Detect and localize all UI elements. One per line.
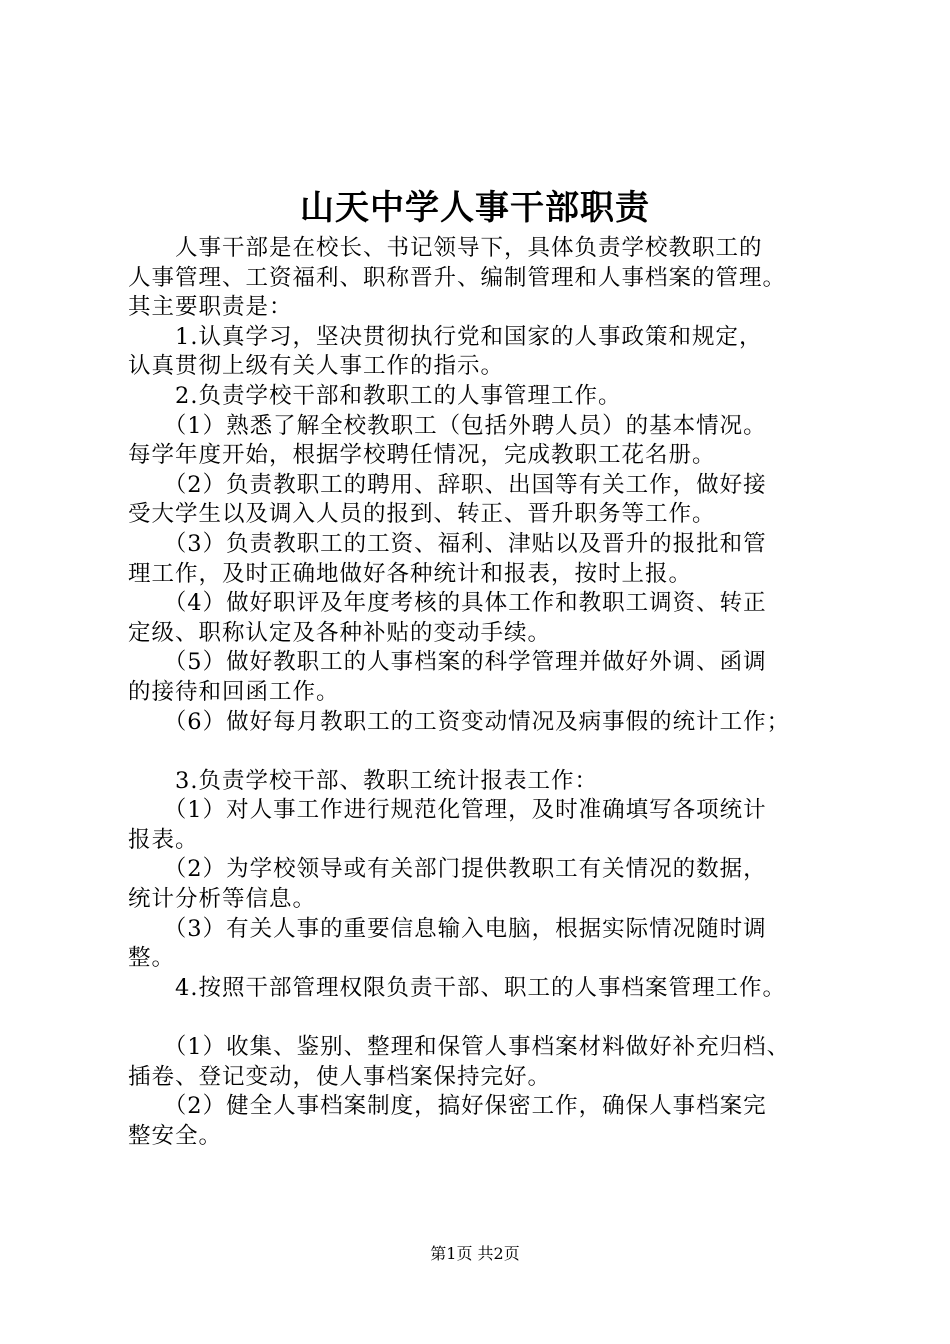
body-line: 人事管理、工资福利、职称晋升、编制管理和人事档案的管理。	[128, 264, 787, 291]
body-line: （4）做好职评及年度考核的具体工作和教职工调资、转正	[128, 590, 767, 617]
body-line: 报表。	[128, 826, 199, 853]
body-line: （5）做好教职工的人事档案的科学管理并做好外调、函调	[128, 649, 767, 676]
body-line: 插卷、登记变动，使人事档案保持完好。	[128, 1063, 552, 1090]
body-line: 人事干部是在校长、书记领导下，具体负责学校教职工的	[128, 235, 763, 261]
body-line: 的接待和回函工作。	[128, 678, 340, 705]
body-line: 4.按照干部管理权限负责干部、职工的人事档案管理工作。	[128, 974, 786, 1001]
body-line: （2）健全人事档案制度，搞好保密工作，确保人事档案完	[128, 1093, 767, 1120]
body-line: （2）负责教职工的聘用、辞职、出国等有关工作，做好接	[128, 471, 767, 498]
body-line: 整。	[128, 945, 176, 972]
body-line: 理工作，及时正确地做好各种统计和报表，按时上报。	[128, 560, 693, 587]
body-line: 认真贯彻上级有关人事工作的指示。	[128, 353, 505, 380]
body-line: （1）对人事工作进行规范化管理，及时准确填写各项统计	[128, 797, 767, 824]
body-line: （1）收集、鉴别、整理和保管人事档案材料做好补充归档、	[128, 1034, 791, 1061]
blank-line	[128, 1003, 840, 1033]
body-line: （3）负责教职工的工资、福利、津贴以及晋升的报批和管	[128, 530, 767, 557]
body-line: 受大学生以及调入人员的报到、转正、晋升职务等工作。	[128, 501, 716, 528]
body-line: （6）做好每月教职工的工资变动情况及病事假的统计工作；	[128, 708, 791, 735]
body-line: 3.负责学校干部、教职工统计报表工作：	[128, 767, 598, 794]
body-line: 每学年度开始，根据学校聘任情况，完成教职工花名册。	[128, 442, 716, 469]
document-title: 山天中学人事干部职责	[300, 188, 650, 228]
page-number-footer: 第1页 共2页	[430, 1244, 520, 1263]
body-line: （2）为学校领导或有关部门提供教职工有关情况的数据，	[128, 856, 767, 883]
body-line: 统计分析等信息。	[128, 886, 317, 913]
body-line: 其主要职责是：	[128, 294, 293, 321]
body-line: 1.认真学习，坚决贯彻执行党和国家的人事政策和规定，	[128, 323, 763, 350]
body-line: （3）有关人事的重要信息输入电脑，根据实际情况随时调	[128, 915, 767, 942]
body-line: 2.负责学校干部和教职工的人事管理工作。	[128, 382, 622, 409]
body-line: 整安全。	[128, 1122, 223, 1149]
document-body	[128, 234, 840, 1151]
body-line: （1）熟悉了解全校教职工（包括外聘人员）的基本情况。	[128, 412, 767, 439]
blank-line	[128, 737, 840, 767]
body-line: 定级、职称认定及各种补贴的变动手续。	[128, 619, 552, 646]
